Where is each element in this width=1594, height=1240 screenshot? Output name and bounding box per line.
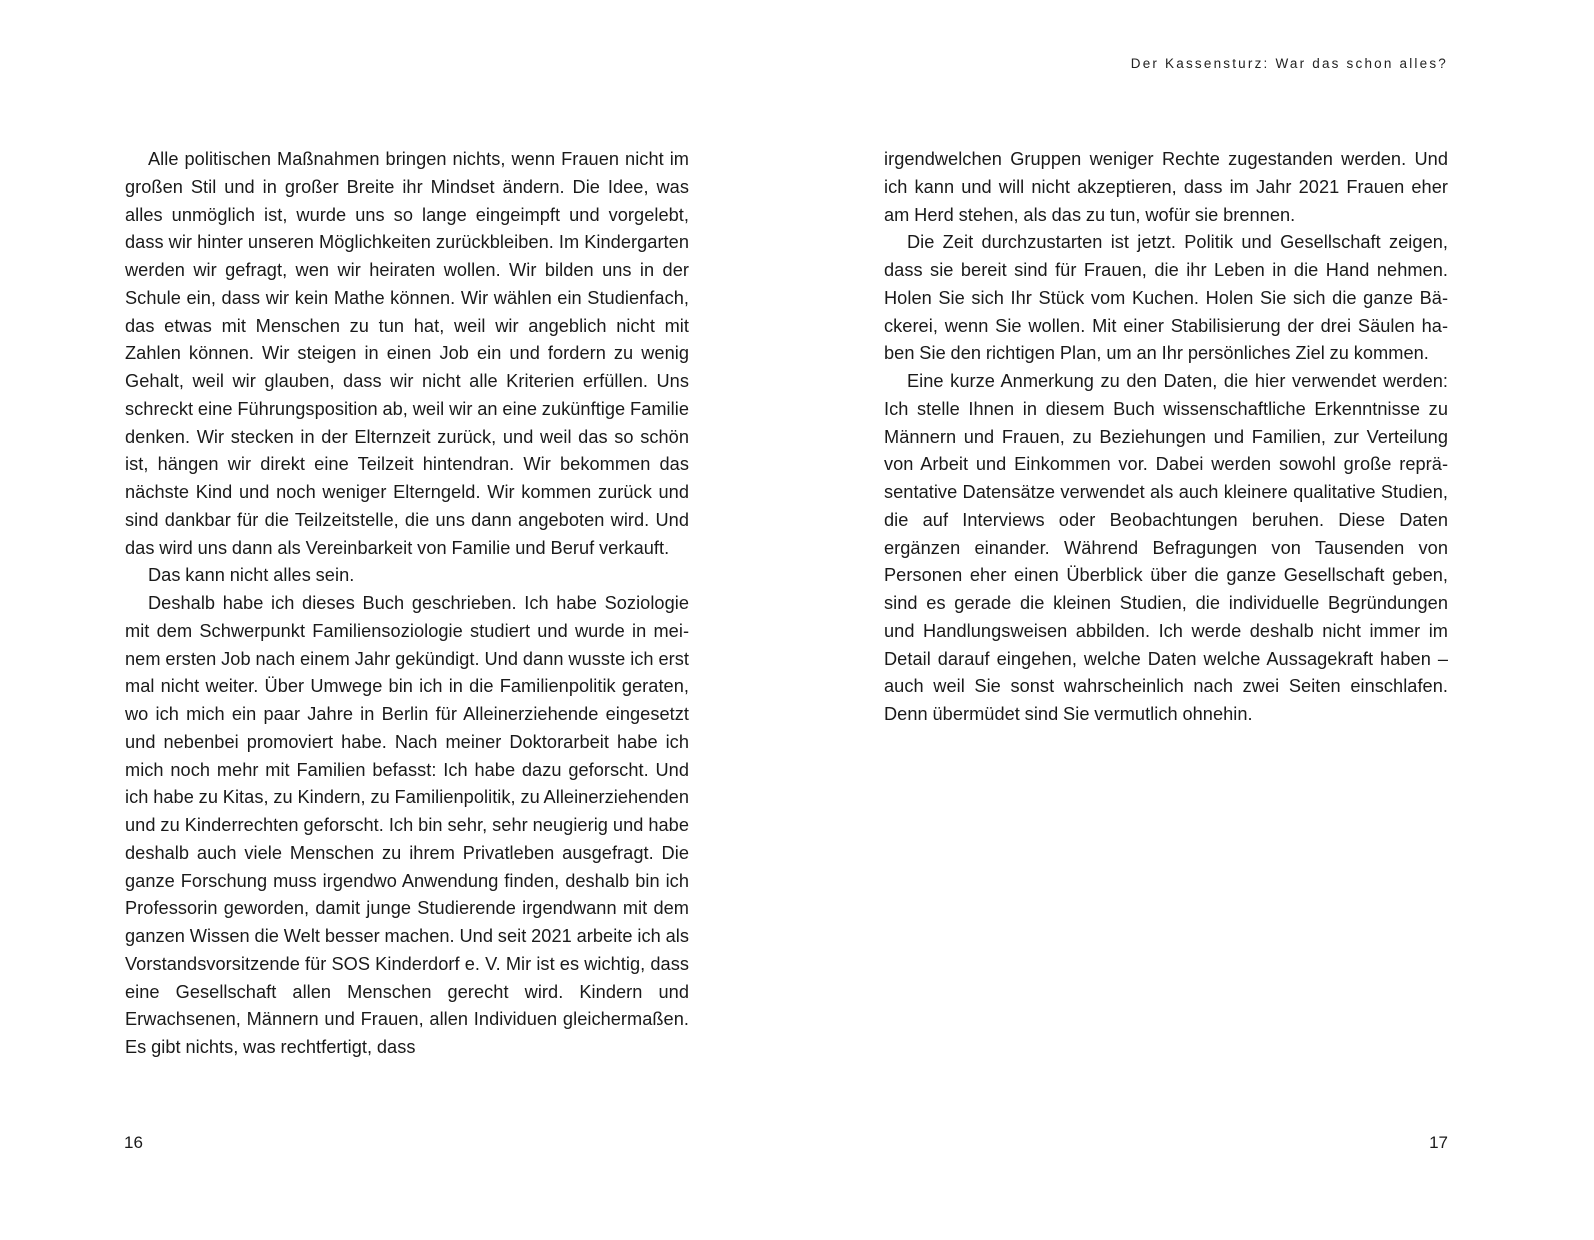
right-page-body bbox=[884, 146, 1448, 729]
left-page-body bbox=[125, 146, 689, 1062]
paragraph: Die Zeit durchzustarten ist jetzt. Politik und Gesellschaft zeigen, dass sie bereit sind für Frauen, die ihr Leben in die Hand nehmen. Holen Sie sich Ihr Stück vom Kuchen. Holen Sie sich die ganze Bäckerei, wenn Sie wollen. Mit einer Stabilisierung der drei Säulen haben Sie den richtigen Plan, um an Ihr persönliches Ziel zu kommen. bbox=[884, 232, 1448, 364]
paragraph: Alle politischen Maßnahmen bringen nichts, wenn Frauen nicht im großen Stil und in großer Breite ihr Mindset ändern. Die Idee, was alles unmöglich ist, wurde uns so lange eingeimpft und vorgelebt, dass wir hinter unseren Möglichkeiten zurückbleiben. Im Kindergarten werden wir gefragt, wen wir heiraten wollen. Wir bilden uns in der Schule ein, dass wir kein Mathe können. Wir wählen ein Studienfach, das etwas mit Menschen zu tun hat, weil wir angeblich nicht mit Zahlen können. Wir steigen in einen Job ein und fordern zu wenig Gehalt, weil wir glauben, dass wir nicht alle Kriterien erfüllen. Uns schreckt eine Führungsposition ab, weil wir an eine zukünftige Familie denken. Wir stecken in der Elternzeit zurück, und weil das so schön ist, hängen wir direkt eine Teilzeit hintendran. Wir bekommen das nächste Kind und noch weniger Elterngeld. Wir kommen zurück und sind dankbar für die Teilzeitstelle, die uns dann angeboten wird. Und das wird uns dann als Vereinbarkeit von Familie und Beruf verkauft. bbox=[125, 149, 689, 558]
running-head: Der Kassensturz: War das schon alles? bbox=[1130, 56, 1448, 71]
paragraph: Eine kurze Anmerkung zu den Daten, die hier verwendet werden: Ich stelle Ihnen in diesem Buch wissenschaftliche Erkenntnisse zu Männern und Frauen, zu Beziehungen und Familien, zur Verteilung von Arbeit und Einkommen vor. Dabei werden sowohl große repräsentative Datensätze verwendet als auch kleinere qualitative Studien, die auf Interviews oder Beobachtungen beruhen. Diese Daten ergänzen einander. Während Befragungen von Tausenden von Personen eher einen Überblick über die ganze Gesellschaft geben, sind es gerade die kleinen Studien, die individuelle Begründungen und Handlungsweisen abbilden. Ich werde deshalb nicht immer im Detail darauf eingehen, welche Daten welche Aussagekraft haben – auch weil Sie sonst wahrscheinlich nach zwei Seiten einschlafen. Denn übermüdet sind Sie vermutlich ohnehin. bbox=[884, 371, 1448, 724]
page-number: 17 bbox=[1429, 1133, 1448, 1152]
page-number: 16 bbox=[124, 1133, 143, 1152]
paragraph: Deshalb habe ich dieses Buch geschrieben. Ich habe Soziologie mit dem Schwerpunkt Familiensoziologie studiert und wurde in meinem ersten Job nach einem Jahr gekündigt. Und dann wusste ich erst mal nicht weiter. Über Umwege bin ich in die Familienpolitik geraten, wo ich mich ein paar Jahre in Berlin für Alleinerziehende eingesetzt und nebenbei promoviert habe. Nach meiner Doktorarbeit habe ich mich noch mehr mit Familien befasst: Ich habe dazu geforscht. Und ich habe zu Kitas, zu Kindern, zu Familienpolitik, zu Alleinerziehenden und zu Kinderrechten geforscht. Ich bin sehr, sehr neugierig und habe deshalb auch viele Menschen zu ihrem Privatleben ausgefragt. Die ganze Forschung muss irgendwo Anwendung finden, deshalb bin ich Professorin geworden, damit junge Studierende irgendwann mit dem ganzen Wissen die Welt besser machen. Und seit 2021 arbeite ich als Vorstandsvorsitzende für SOS Kinderdorf e. V. Mir ist es wichtig, dass eine Gesellschaft allen Menschen gerecht wird. Kindern und Erwachsenen, Männern und Frauen, allen Individuen gleichermaßen. Es gibt nichts, was rechtfertigt, dass bbox=[125, 593, 689, 1057]
paragraph: Das kann nicht alles sein. bbox=[148, 565, 355, 586]
paragraph: irgendwelchen Gruppen weniger Rechte zugestanden werden. Und ich kann und will nicht akzeptieren, dass im Jahr 2021 Frauen eher am Herd stehen, als das zu tun, wofür sie brennen. bbox=[884, 149, 1448, 225]
right-page bbox=[797, 0, 1594, 1240]
